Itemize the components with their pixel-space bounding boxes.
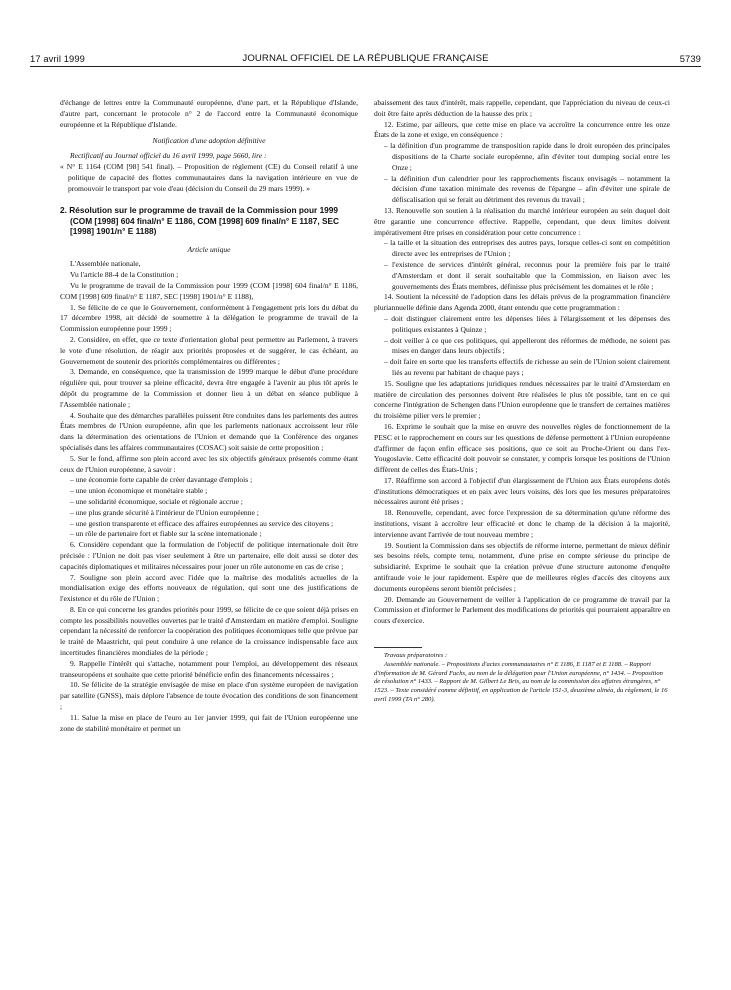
vu-2: Vu le programme de travail de la Commission pour 1999 (COM [1998] 604 final/n° E 1186, COM [1998] 609 final/n° E 1187, SEC [1998] 1901/n° E 1188),: [60, 280, 358, 301]
page-number: 5739: [679, 53, 701, 64]
paragraph-6: 6. Considère cependant que la formulation de l'objectif de politique internationale doit être précisée : l'Union ne doit pas viser seulement à être un partenaire, elle doit aussi se doter des capacités diplomatiques et militaires nécessaires pour jouer un rôle autonome en cas de crise ;: [60, 540, 358, 571]
bullet-14-2: – doit veiller à ce que ces politiques, qui appelleront des réformes de méthode, ne soient pas mises en danger dans leurs objectifs ;: [384, 335, 670, 356]
paragraph-9: 9. Rappelle l'intérêt qui s'attache, notamment pour l'emploi, au développement des réseaux transeuropéens et souhaite que cette priorité bénéficie enfin des financements nécessaires ;: [60, 658, 358, 679]
bullet-14-3: – doit faire en sorte que les transferts effectifs de richesse au sein de l'Union soient clairement liés au revenu par habitant de chaque pays ;: [384, 357, 670, 377]
paragraph-3: 3. Demande, en conséquence, que la transmission de 1999 marque le début d'une procédure régulière qui, pour trouver sa pleine efficacité, devra être engagée à l'avenir au plus tôt après le dépôt du programme de la Commission et donner lieu à un débat en séance publique à l'Assemblée nationale ;: [60, 367, 358, 409]
bullet-13-1: – la taille et la situation des entreprises des autres pays, lorsque celles-ci sont en compétition directe avec les entreprises de l'Union ;: [384, 238, 670, 259]
bullet-5-3: – une solidarité économique, sociale et régionale accrue ;: [70, 496, 243, 506]
assemblee: L'Assemblée nationale,: [70, 259, 141, 269]
footnote-rule: [374, 647, 422, 648]
footnote-body: Assemblée nationale. – Propositions d'actes communautaires n° E 1186, E 1187 et E 1188. – Rapport d'information de M. Gérard Fuchs, au nom de la délégation pour l'Union européenne, n° 1434. – Proposition de résolution n° 1433. – Rapport de M. Gilbert Le Bris, au nom de la commission des affaires étrangères, n° 1523. – Texte considéré comme définitif, en application de l'article 151-3, deuxième alinéa, du règlement, le 16 avril 1999 (TA n° 280).: [374, 660, 668, 704]
bullet-12-2: – la définition d'un calendrier pour les rapprochements fiscaux envisagés – notamment la décision d'une taxation minimale des revenus de l'épargne – afin d'éviter une spirale de défiscalisation qui se ferait au détriment des revenus du travail ;: [384, 173, 670, 205]
paragraph-11-continued: abaissement des taux d'intérêt, mais rappelle, cependant, que l'appréciation du niveau de ceux-ci doit être faite après déduction de la hausse des prix ;: [374, 98, 670, 118]
rectificatif-text: Rectificatif au Journal officiel du 16 avril 1999, page 5660, lire :: [70, 151, 267, 161]
header-rule: [30, 66, 701, 67]
bullet-13-2: – l'existence de services d'intérêt général, reconnus pour la première fois par le traité d'Amsterdam et dont il serait souhaitable que la Commission, en liaison avec les gouvernements des États membres, définisse plus précisément les domaines et le rôle ;: [384, 259, 670, 291]
article-unique: Article unique: [187, 244, 231, 254]
right-column: [374, 98, 670, 705]
paragraph-2: 2. Considère, en effet, que ce texte d'orientation global peut permettre au Parlement, à travers le vote d'une résolution, de réagir aux priorités proposées et de suggérer, le cas échéant, au Gouvernement de soutenir des priorités complémentaires ou différentes ;: [60, 334, 358, 366]
section-title: 2. Résolution sur le programme de travail de la Commission pour 1999 (COM [1998] 604 final/n° E 1186, COM [1998] 609 final/n° E 1187, SEC [1998] 1901/n° E 1188): [60, 205, 340, 237]
journal-title: JOURNAL OFFICIEL DE LA RÉPUBLIQUE FRANÇAISE: [242, 53, 489, 64]
vu-1: Vu l'article 88-4 de la Constitution ;: [70, 270, 179, 280]
bullet-5-5: – une gestion transparente et efficace des affaires européennes au service des citoyens ;: [70, 518, 334, 528]
paragraph-1: 1. Se félicite de ce que le Gouvernement, conformément à l'engagement pris lors du débat du 17 décembre 1998, ait décidé de soumettre à la délégation le programme de travail de la Commission européenne pour 1999 ;: [60, 302, 358, 334]
left-column: [60, 98, 358, 734]
paragraph-20: 20. Demande au Gouvernement de veiller à l'application de ce programme de travail par la Commission et d'informer le Parlement des modifications de priorités qui pourraient apparaître en cours d'exercice.: [374, 594, 670, 626]
paragraph-5: 5. Sur le fond, affirme son plein accord avec les six objectifs généraux présentés comme étant ceux de l'Union européenne, à savoir :: [60, 453, 358, 474]
notification-title: Notification d'une adoption définitive: [152, 136, 266, 146]
bullet-5-2: – une union économique et monétaire stable ;: [70, 486, 208, 496]
paragraph-19: 19. Soutient la Commission dans ses objectifs de réforme interne, permettant de mieux définir ses besoins réels, compte tenu, notamment, d'une prise en compte sérieuse du principe de subsidiarité. Exprime le souhait que la création prévue d'une structure autonome d'enquête antifraude voie le jour rapidement. Espère que de meilleures règles d'accès des citoyens aux documents européens seront bientôt précisées ;: [374, 540, 670, 593]
paragraph-4: 4. Souhaite que des démarches parallèles puissent être conduites dans les parlements des autres États membres de l'Union européenne, afin que les parlements nationaux accroissent leur rôle dans la détermination des orientations de l'Union et demande que la Conférence des organes spécialisés dans les affaires communautaires (COSAC) soit saisie de cette proposition ;: [60, 410, 358, 452]
paragraph-15: 15. Souligne que les adaptations juridiques rendues nécessaires par le traité d'Amsterdam en matière de circulation des personnes doivent être réalisées le plus tôt possible, tant en ce qui concerne l'intégration de Schengen dans l'Union européenne que le transfert de certaines matières du troisième pilier vers le premier ;: [374, 378, 670, 421]
paragraph-17: 17. Réaffirme son accord à l'objectif d'un élargissement de l'Union aux États européens dotés d'institutions démocratiques et en paix avec leurs voisins, dès lors que les mesures préparatoires nécessaires auront été prises ;: [374, 475, 670, 507]
paragraph-10: 10. Se félicite de la stratégie envisagée de mise en place d'un système européen de navigation par satellite (GNSS), mais déplore l'absence de toute évocation des conditions de son financement ;: [60, 680, 358, 712]
paragraph-13: 13. Renouvelle son soutien à la réalisation du marché intérieur européen au sein duquel doit être garantie une concurrence effective. Rappelle, cependant, que deux limites doivent impérativement être prises en considération pour cette concurrence :: [374, 205, 670, 237]
paragraph-18: 18. Renouvelle, cependant, avec force l'expression de sa détermination qu'une réforme des institutions, visant à accroître leur efficacité et donc le champ de la décision à la majorité, intervienne avant l'arrivée de tout nouveau membre ;: [374, 508, 670, 539]
bullet-5-1: – une économie forte capable de créer davantage d'emplois ;: [70, 475, 253, 485]
paragraph-12: 12. Estime, par ailleurs, que cette mise en place va accroître la concurrence entre les onze États de la zone et exige, en conséquence :: [374, 119, 670, 140]
paragraph-16: 16. Exprime le souhait que la mise en œuvre des nouvelles règles de fonctionnement de la PESC et le rapprochement en cours sur les questions de défense permettent à l'Union européenne d'affirmer de façon enfin efficace ses positions, que ce soit au Proche-Orient ou dans l'ex-Yougoslavie. Cette efficacité doit pouvoir se constater, y compris lorsque les positions de l'Union diffèrent de celles des États-Unis ;: [374, 421, 670, 475]
bullet-12-1: – la définition d'un programme de transposition rapide dans le droit européen des principales dispositions de la Charte sociale européenne, afin d'éviter tout dumping social entre les Onze ;: [384, 141, 670, 172]
paragraph-7: 7. Souligne son plein accord avec l'idée que la maîtrise des modalités actuelles de la mondialisation exige des efforts nouveaux de régulation, qui sont une des justifications de l'existence et du rôle de l'Union ;: [60, 572, 358, 604]
rectificatif-citation: « N° E 1164 (COM [98] 541 final). – Proposition de règlement (CE) du Conseil relatif à une politique de capacité des flottes communautaires dans la navigation intérieure en vue de promouvoir le transport par voie d'eau (décision du Conseil du 29 mars 1999). »: [60, 161, 358, 193]
paragraph-8: 8. En ce qui concerne les grandes priorités pour 1999, se félicite de ce que soient déjà prises en compte les possibilités nouvelles ouvertes par le traité d'Amsterdam en matière d'emploi. Souligne cependant la nécessité de renforcer la coopération des politiques économiques telle que prévue par le traité de Maastricht, qui peut conduire à une relance de la croissance indispensable face aux incertitudes financières mondiales de la période ;: [60, 604, 358, 658]
header-date: 17 avril 1999: [30, 53, 85, 64]
bullet-5-6: – un rôle de partenaire fort et fiable sur la scène internationale ;: [70, 529, 262, 539]
page-header: [30, 53, 701, 65]
rectificatif: [60, 151, 358, 162]
paragraph-11: 11. Salue la mise en place de l'euro au 1er janvier 1999, qui fait de l'Union européenne une zone de stabilité monétaire et permet un: [60, 712, 358, 733]
footnote-title: Travaux préparatoires :: [384, 652, 448, 660]
paragraph-14: 14. Soutient la nécessité de l'adoption dans les délais prévus de la programmation financière pluriannuelle définie dans Agenda 2000, étant entendu que cette programmation :: [374, 292, 670, 313]
intro-paragraph: d'échange de lettres entre la Communauté européenne, d'une part, et la République d'Islande, d'autre part, concernant le protocole n° 2 de l'accord entre la Communauté économique européenne et la République d'Islande.: [60, 98, 358, 129]
bullet-14-1: – doit distinguer clairement entre les dépenses liées à l'élargissement et les dépenses des politiques existantes à Quinze ;: [384, 313, 670, 334]
bullet-5-4: – une plus grande sécurité à l'intérieur de l'Union européenne ;: [70, 507, 259, 517]
footnote: [374, 652, 670, 705]
